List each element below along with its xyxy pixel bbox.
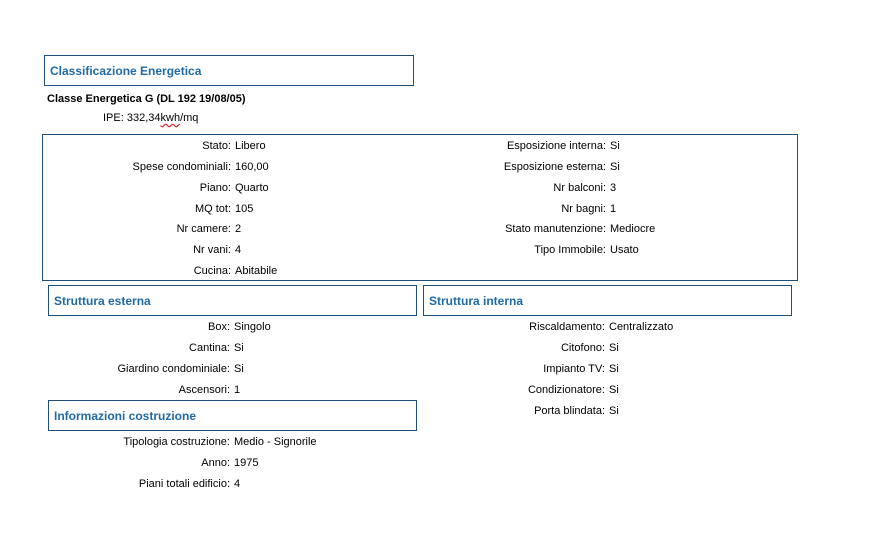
energy-class-line: Classe Energetica G (DL 192 19/08/05) <box>47 93 246 105</box>
detail-value: Libero <box>235 140 266 152</box>
detail-label: Tipo Immobile: <box>534 244 606 256</box>
detail-value: 1 <box>610 203 617 215</box>
detail-value: 3 <box>610 182 617 194</box>
detail-label: Nr camere: <box>176 223 231 235</box>
ipe-line <box>103 111 198 125</box>
internal-value: Si <box>609 405 619 417</box>
construction-value: 4 <box>234 478 241 490</box>
internal-label: Condizionatore: <box>527 384 605 396</box>
detail-value: Si <box>610 140 620 152</box>
detail-value: 4 <box>235 244 242 256</box>
external-value: Si <box>234 342 244 354</box>
construction-label: Piani totali edificio: <box>138 478 230 490</box>
detail-value: Quarto <box>235 182 269 194</box>
external-label: Giardino condominiale: <box>117 363 230 375</box>
external-value: Singolo <box>234 321 271 333</box>
detail-value: 2 <box>235 223 242 235</box>
external-value: 1 <box>234 384 241 396</box>
internal-value: Centralizzato <box>609 321 674 333</box>
external-label: Box: <box>207 321 230 333</box>
detail-value: 160,00 <box>235 161 269 173</box>
construction-label: Tipologia costruzione: <box>123 436 230 448</box>
detail-value: Usato <box>610 244 639 256</box>
ipe-unit: kwh <box>160 112 181 124</box>
ipe-number: 332,34 <box>126 112 161 124</box>
internal-structure-title: Struttura interna <box>429 294 524 308</box>
detail-label: Nr balconi: <box>553 182 606 194</box>
detail-label: Spese condominiali: <box>132 161 231 173</box>
ipe-label: IPE: <box>103 112 124 124</box>
construction-info-title: Informazioni costruzione <box>54 409 197 423</box>
external-label: Cantina: <box>189 342 230 354</box>
detail-label: Esposizione esterna: <box>503 161 606 173</box>
internal-label: Riscaldamento: <box>529 321 605 333</box>
energy-class-header <box>44 55 414 86</box>
detail-label: Esposizione interna: <box>506 140 606 152</box>
detail-label: MQ tot: <box>194 203 231 215</box>
construction-label: Anno: <box>201 457 230 469</box>
energy-class-title: Classificazione Energetica <box>50 64 202 78</box>
property-details-box <box>42 134 798 281</box>
detail-label: Piano: <box>199 182 231 194</box>
detail-value: Abitabile <box>235 265 278 277</box>
construction-value: 1975 <box>234 457 259 469</box>
ipe-unit-suffix: /mq <box>180 112 199 124</box>
internal-value: Si <box>609 342 619 354</box>
construction-value: Medio - Signorile <box>234 436 317 448</box>
internal-value: Si <box>609 384 619 396</box>
internal-value: Si <box>609 363 619 375</box>
detail-value: Si <box>610 161 620 173</box>
external-structure-title: Struttura esterna <box>54 294 151 308</box>
detail-label: Nr vani: <box>193 244 231 256</box>
detail-label: Stato manutenzione: <box>505 223 606 235</box>
external-label: Ascensori: <box>178 384 230 396</box>
external-structure-header <box>48 285 417 316</box>
detail-value: 105 <box>235 203 254 215</box>
internal-structure-header <box>423 285 792 316</box>
detail-label: Cucina: <box>193 265 231 277</box>
internal-label: Impianto TV: <box>543 363 605 375</box>
detail-label: Nr bagni: <box>561 203 606 215</box>
construction-info-header <box>48 400 417 431</box>
internal-label: Porta blindata: <box>534 405 605 417</box>
detail-label: Stato: <box>202 140 231 152</box>
detail-value: Mediocre <box>610 223 656 235</box>
external-value: Si <box>234 363 244 375</box>
internal-label: Citofono: <box>560 342 605 354</box>
